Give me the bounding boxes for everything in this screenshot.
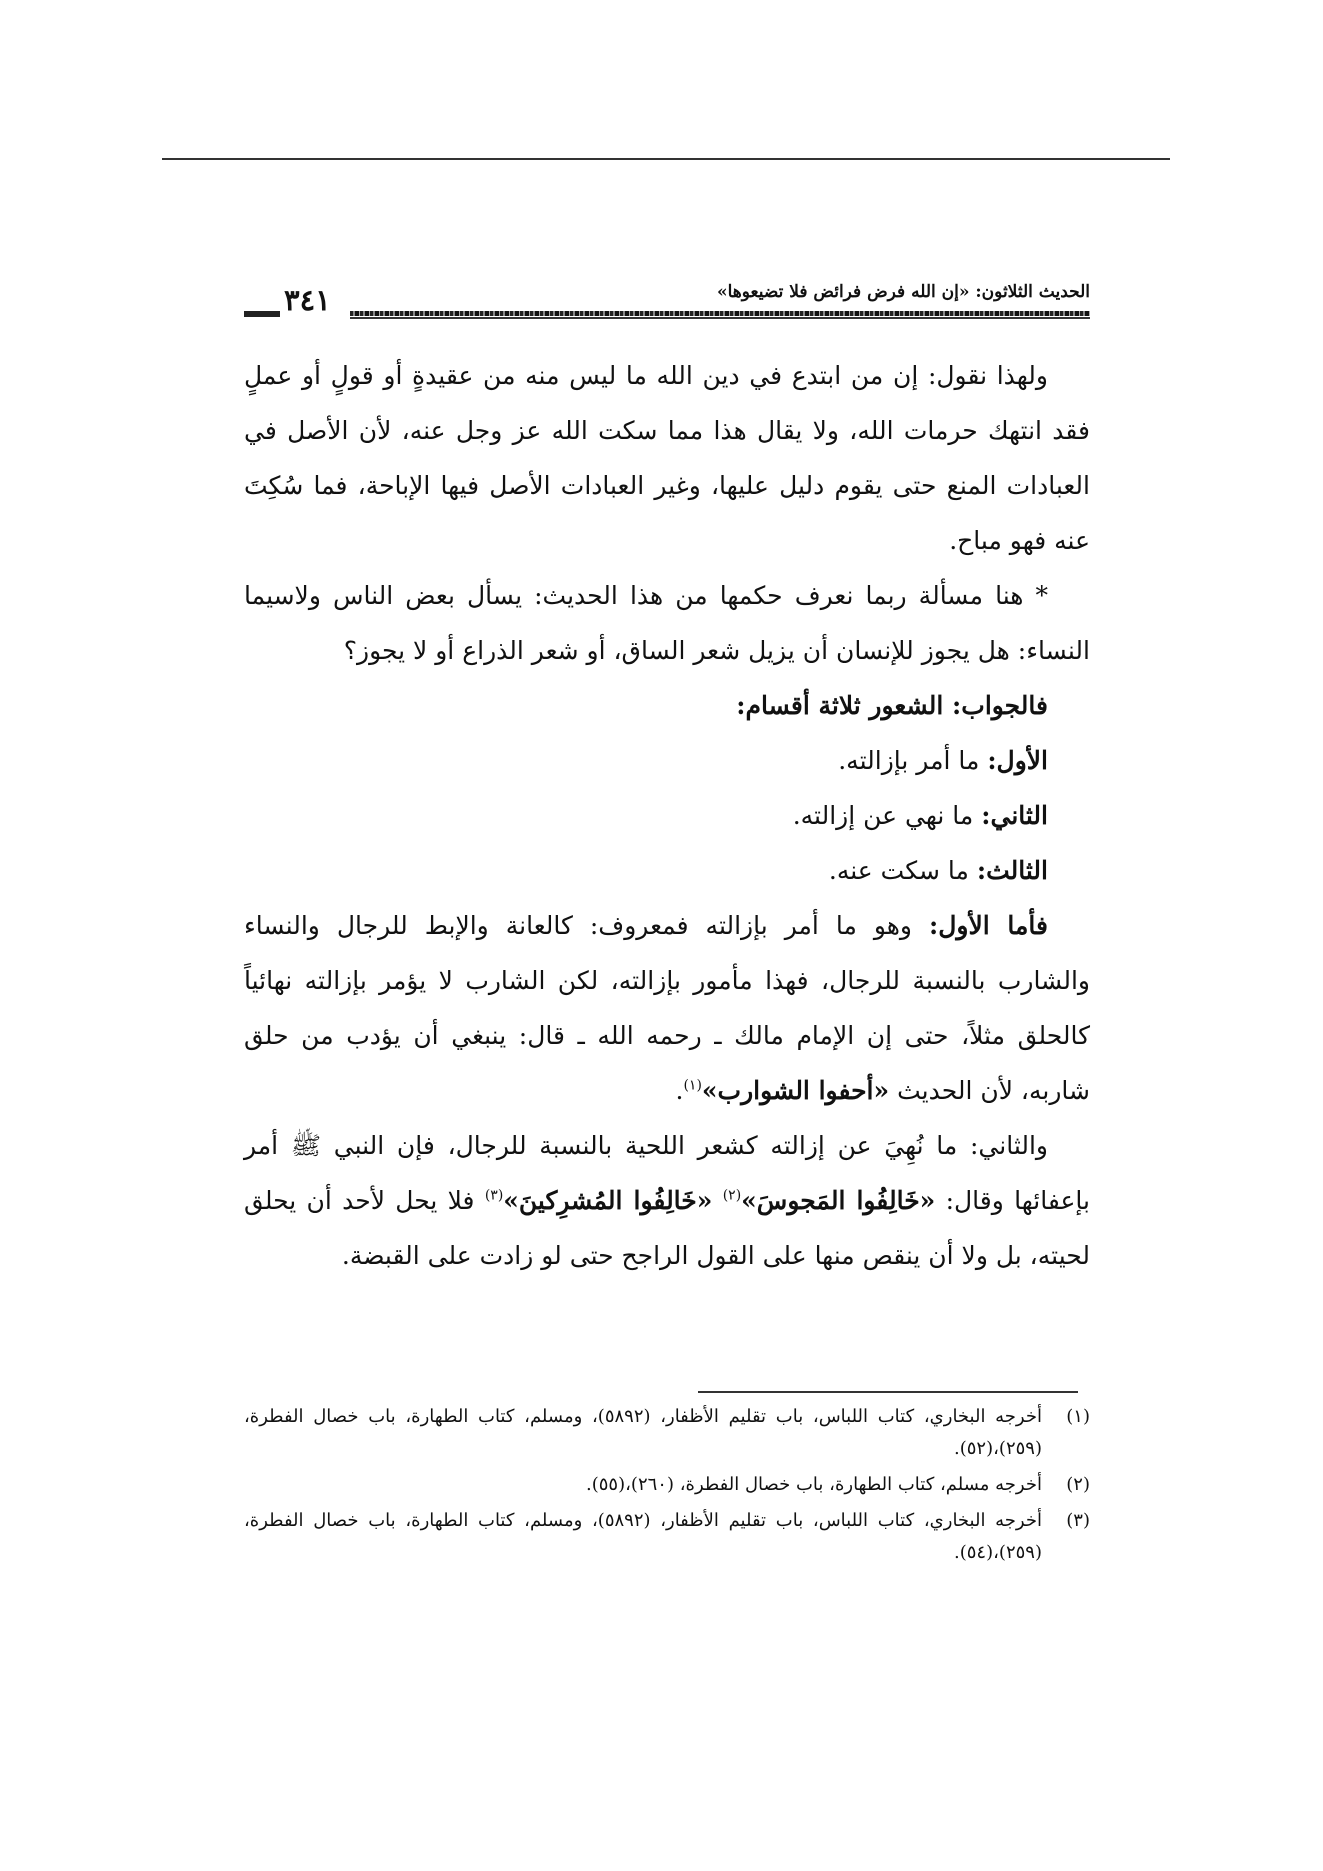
category-label: الثالث: xyxy=(976,856,1048,885)
footnote-number: (٣) xyxy=(1066,1510,1090,1531)
category-text: ما سكت عنه. xyxy=(828,856,969,885)
running-title: الحديث الثلاثون: «إن الله فرض فرائض فلا تضيعوها» xyxy=(716,282,1090,302)
category-third xyxy=(244,843,1090,898)
footnote-item xyxy=(244,1469,1090,1501)
category-first xyxy=(244,733,1090,788)
paragraph-question: * هنا مسألة ربما نعرف حكمها من هذا الحديث: يسأل بعض الناس ولاسيما النساء: هل يجوز للإنسان أن يزيل شعر الساق، أو شعر الذراع أو لا يجوز؟ xyxy=(244,581,1090,665)
footnote-number: (٢) xyxy=(1066,1474,1090,1495)
page-number: ٣٤١ xyxy=(284,283,331,317)
section-lead: فأما الأول: xyxy=(929,911,1048,940)
category-label: الثاني: xyxy=(981,801,1048,830)
header-rule-thin xyxy=(350,317,1090,319)
category-label: الأول: xyxy=(987,746,1048,775)
paragraph-second-section xyxy=(244,1118,1090,1283)
main-text xyxy=(244,348,1090,1283)
footnote-item xyxy=(244,1505,1090,1569)
section-text: فلا يحل لأحد أن يحلق لحيته، بل ولا أن ينقص منها على القول الراجح حتى لو زادت على القبضة. xyxy=(244,1186,1090,1270)
footnote-item xyxy=(244,1401,1090,1465)
paragraph-first-section xyxy=(244,898,1090,1118)
footnote-text: أخرجه مسلم، كتاب الطهارة، باب خصال الفطرة، (٢٦٠)،(٥٥). xyxy=(586,1474,1042,1495)
header-rule xyxy=(350,311,1090,316)
footnote-number: (١) xyxy=(1066,1406,1090,1427)
category-text: ما نهي عن إزالته. xyxy=(792,801,974,830)
header-rule-left xyxy=(244,311,280,317)
answer-lead-text: فالجواب: الشعور ثلاثة أقسام: xyxy=(736,691,1048,720)
category-second xyxy=(244,788,1090,843)
footnotes xyxy=(244,1401,1090,1573)
section-text: والثاني: ما نُهِيَ عن إزالته كشعر اللحية بالنسبة للرجال، فإن النبي ﷺ أمر بإعفائها وقال: xyxy=(244,1131,1090,1215)
category-text: ما أمر بإزالته. xyxy=(838,746,980,775)
paragraph-innovation: ولهذا نقول: إن من ابتدع في دين الله ما ليس منه من عقيدةٍ أو قولٍ أو عملٍ فقد انتهك حرمات الله، ولا يقال هذا مما سكت الله عز وجل عنه، لأن الأصل في العبادات المنع حتى يقوم دليل عليها، وغير العبادات الأصل فيها الإباحة، فما سُكِتَ عنه فهو مباح. xyxy=(244,361,1090,555)
page-header xyxy=(244,282,1090,338)
hadith-quote: «خَالِفُوا المُشرِكينَ» xyxy=(503,1186,713,1215)
footnote-text: أخرجه البخاري، كتاب اللباس، باب تقليم الأظفار، (٥٨٩٢)، ومسلم، كتاب الطهارة، باب خصال الفطرة، (٢٥٩)،(٥٤). xyxy=(244,1510,1042,1563)
footnote-rule xyxy=(698,1391,1078,1393)
answer-lead xyxy=(244,678,1090,733)
hadith-quote: «أحفوا الشوارب» xyxy=(701,1076,890,1105)
footnote-text: أخرجه البخاري، كتاب اللباس، باب تقليم الأظفار، (٥٨٩٢)، ومسلم، كتاب الطهارة، باب خصال الفطرة، (٢٥٩)،(٥٢). xyxy=(244,1406,1042,1459)
sentence-end: . xyxy=(675,1076,684,1105)
hadith-quote: «خَالِفُوا المَجوسَ» xyxy=(741,1186,936,1215)
footnote-ref[interactable]: (٢) xyxy=(722,1187,742,1204)
footnote-ref[interactable]: (٣) xyxy=(484,1187,504,1204)
footnote-ref[interactable]: (١) xyxy=(683,1077,702,1094)
scan-top-rule xyxy=(162,158,1170,160)
section-text: وهو ما أمر بإزالته فمعروف: كالعانة والإبط للرجال والنساء والشارب بالنسبة للرجال، فهذا مأمور بإزالته، لكن الشارب لا يؤمر بإزالته نهائياً كالحلق مثلاً، حتى إن الإمام مالك ـ رحمه الله ـ قال: ينبغي أن يؤدب من حلق شاربه، لأن الحديث xyxy=(244,911,1090,1105)
